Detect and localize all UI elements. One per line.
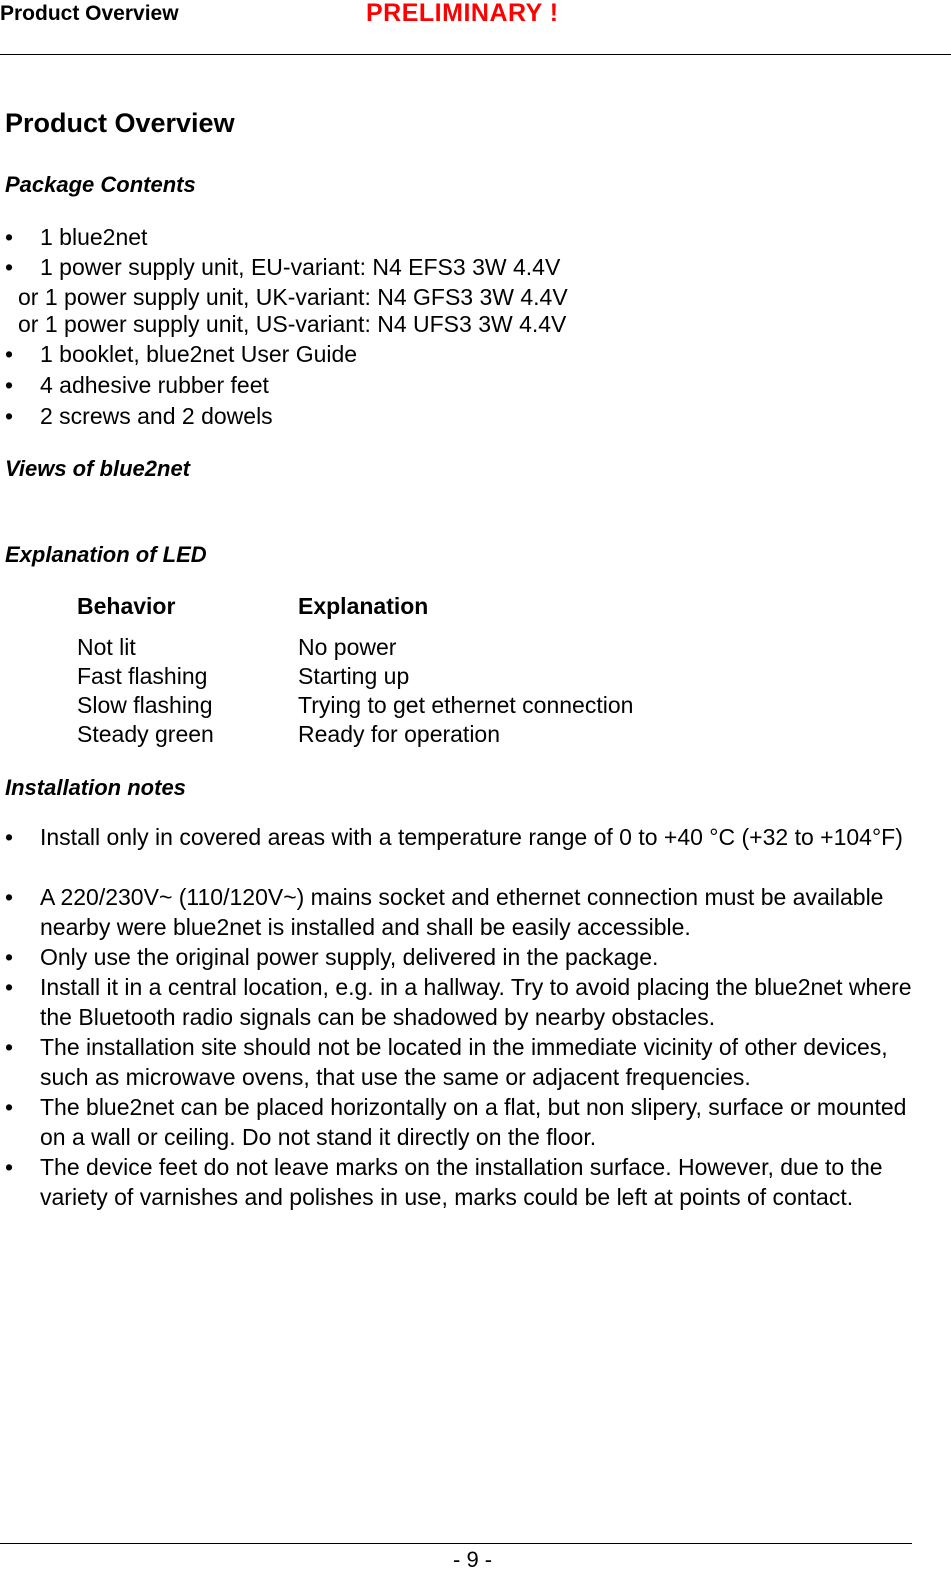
led-heading: Explanation of LED <box>5 542 207 567</box>
package-contents-heading: Package Contents <box>5 172 196 197</box>
led-column-behavior: Behavior <box>77 593 176 619</box>
led-explanation: Trying to get ethernet connection <box>298 692 634 718</box>
led-explanation: No power <box>298 634 397 660</box>
package-item-variant: or 1 power supply unit, UK-variant: N4 GFS3 3W 4.4V <box>18 284 568 310</box>
bullet-marker: • <box>5 884 14 910</box>
package-item: 1 booklet, blue2net User Guide <box>40 341 358 367</box>
bullet-marker: • <box>5 372 14 398</box>
bullet-marker: • <box>5 824 14 850</box>
bullet-marker: • <box>5 1094 14 1120</box>
package-item: 2 screws and 2 dowels <box>40 403 273 429</box>
views-heading: Views of blue2net <box>5 456 191 481</box>
footer-divider <box>0 1543 912 1544</box>
package-item-variant: or 1 power supply unit, US-variant: N4 UFS3 3W 4.4V <box>18 311 567 337</box>
bullet-marker: • <box>5 974 14 1000</box>
page-number: - 9 - <box>453 1547 493 1572</box>
page-title: Product Overview <box>5 108 235 138</box>
led-behavior: Fast flashing <box>77 663 208 689</box>
bullet-marker: • <box>5 1034 14 1060</box>
led-behavior: Slow flashing <box>77 692 213 718</box>
led-behavior: Not lit <box>77 634 136 660</box>
installation-note: The blue2net can be placed horizontally on a flat, but non slipery, surface or mounted on a wall or ceiling. Do not stand it directly on the floor. <box>40 1094 907 1150</box>
led-explanation: Ready for operation <box>298 721 501 747</box>
installation-note: Only use the original power supply, delivered in the package. <box>40 944 659 970</box>
bullet-marker: • <box>5 403 14 429</box>
led-behavior: Steady green <box>77 721 214 747</box>
led-column-explanation: Explanation <box>298 593 429 619</box>
running-header-title: Product Overview <box>0 2 179 25</box>
bullet-marker: • <box>5 944 14 970</box>
bullet-marker: • <box>5 1154 14 1180</box>
package-item: 4 adhesive rubber feet <box>40 372 269 398</box>
led-explanation: Starting up <box>298 663 410 689</box>
preliminary-mark: PRELIMINARY ! <box>366 0 559 27</box>
package-item: 1 blue2net <box>40 224 148 250</box>
installation-heading: Installation notes <box>5 775 186 800</box>
package-item: 1 power supply unit, EU-variant: N4 EFS3 3W 4.4V <box>40 254 561 280</box>
installation-note: The device feet do not leave marks on the installation surface. However, due to the variety of varnishes and polishes in use, marks could be left at points of contact. <box>40 1154 883 1210</box>
bullet-marker: • <box>5 341 14 367</box>
bullet-marker: • <box>5 254 14 280</box>
bullet-marker: • <box>5 224 14 250</box>
installation-note: Install only in covered areas with a temperature range of 0 to +40 °C (+32 to +104°F) <box>40 824 903 850</box>
installation-note: Install it in a central location, e.g. in a hallway. Try to avoid placing the blue2net where the Bluetooth radio signals can be shadowed by nearby obstacles. <box>40 974 912 1030</box>
installation-note: The installation site should not be located in the immediate vicinity of other devices, such as microwave ovens, that use the same or adjacent frequencies. <box>40 1034 888 1090</box>
installation-note: A 220/230V~ (110/120V~) mains socket and ethernet connection must be available nearby were blue2net is installed and shall be easily accessible. <box>40 884 884 940</box>
header-divider <box>0 54 951 55</box>
